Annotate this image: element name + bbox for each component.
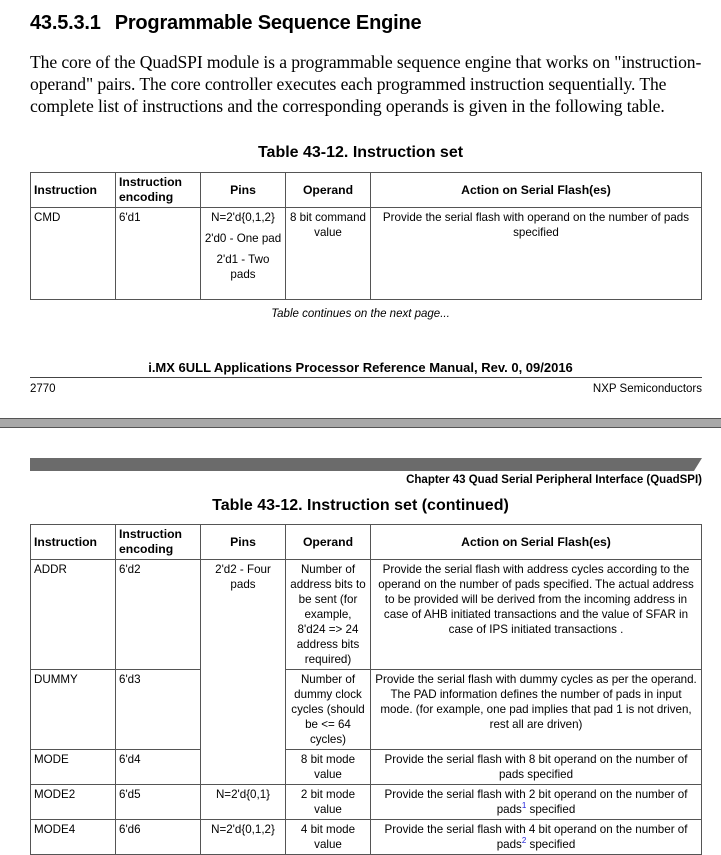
cell-instruction: ADDR [31, 560, 116, 670]
pins-line: N=2'd{0,1,2} [211, 211, 275, 224]
cell-action: Provide the serial flash with address cycles according to the operand on the number of pads specified. The actual address to be provided will be derived from the incoming address in case of AHB initiated transactions and the value of SFAR in case of IPS initiated transactions . [371, 560, 702, 670]
instruction-table [30, 172, 702, 300]
cell-instruction: MODE [31, 750, 116, 785]
cell-operand: 8 bit command value [286, 208, 371, 300]
chapter-bar [30, 458, 702, 471]
chapter-title: Chapter 43 Quad Serial Peripheral Interface (QuadSPI) [406, 474, 702, 486]
table-row [31, 750, 702, 785]
table-row [31, 670, 702, 750]
cell-encoding: 6'd3 [116, 670, 201, 750]
cell-instruction: MODE2 [31, 785, 116, 820]
footnote-link[interactable]: 2 [521, 836, 527, 846]
pins-line: 2'd1 - Two pads [216, 253, 270, 281]
action-text: specified [526, 838, 576, 851]
instruction-table-continued [30, 524, 702, 855]
footer-vendor: NXP Semiconductors [592, 383, 702, 395]
cell-action: Provide the serial flash with dummy cycles as per the operand. The PAD information defines the number of pads in input mode. (for example, one pad implies that pad 1 is not driven, rest all are driven) [371, 670, 702, 750]
section-heading [30, 12, 421, 35]
table-row [31, 560, 702, 670]
action-text: Provide the serial flash with 4 bit operand on the number of pads [384, 823, 688, 851]
header-instruction: Instruction [31, 173, 116, 208]
cell-encoding: 6'd4 [116, 750, 201, 785]
header-instruction: Instruction [31, 525, 116, 560]
header-operand: Operand [286, 525, 371, 560]
pins-line: 2'd0 - One pad [204, 232, 282, 245]
header-encoding: Instruction encoding [116, 173, 201, 208]
header-operand: Operand [286, 173, 371, 208]
cell-instruction: CMD [31, 208, 116, 300]
action-text: Provide the serial flash with 2 bit operand on the number of pads [384, 788, 688, 816]
cell-pins [201, 208, 286, 300]
footer-page-number: 2770 [30, 383, 56, 395]
cell-pins: N=2'd{0,1,2} [201, 820, 286, 855]
table-caption-continued: Table 43-12. Instruction set (continued) [212, 497, 509, 514]
cell-operand: Number of dummy clock cycles (should be <= 64 cycles) [286, 670, 371, 750]
cell-encoding: 6'd2 [116, 560, 201, 670]
cell-instruction: MODE4 [31, 820, 116, 855]
header-pins: Pins [201, 525, 286, 560]
footer-rule [30, 377, 702, 378]
section-title: Programmable Sequence Engine [114, 12, 422, 34]
table-row [31, 820, 702, 855]
table-header-row [31, 173, 702, 208]
footnote-link[interactable]: 1 [521, 801, 527, 811]
cell-operand: 2 bit mode value [286, 785, 371, 820]
header-pins: Pins [201, 173, 286, 208]
page-separator [0, 418, 721, 428]
cell-encoding: 6'd1 [116, 208, 201, 300]
header-encoding: Instruction encoding [116, 525, 201, 560]
header-action: Action on Serial Flash(es) [371, 525, 702, 560]
section-paragraph: The core of the QuadSPI module is a programmable sequence engine that works on "instruction-operand" pairs. The core controller executes each programmed instruction sequentially. The complete list of instructions and the corresponding operands is given in the following table. [30, 52, 702, 116]
cell-operand: 8 bit mode value [286, 750, 371, 785]
cell-action [371, 785, 702, 820]
cell-action: Provide the serial flash with operand on the number of pads specified [371, 208, 702, 300]
table-continues-note: Table continues on the next page... [271, 308, 450, 320]
header-action: Action on Serial Flash(es) [371, 173, 702, 208]
cell-operand: 4 bit mode value [286, 820, 371, 855]
table-caption: Table 43-12. Instruction set [257, 144, 464, 161]
action-text: specified [526, 803, 576, 816]
cell-encoding: 6'd5 [116, 785, 201, 820]
table-row [31, 785, 702, 820]
cell-action [371, 820, 702, 855]
cell-action: Provide the serial flash with 8 bit operand on the number of pads specified [371, 750, 702, 785]
table-header-row [31, 525, 702, 560]
cell-encoding: 6'd6 [116, 820, 201, 855]
cell-pins: 2'd2 - Four pads [201, 560, 286, 785]
cell-pins: N=2'd{0,1} [201, 785, 286, 820]
cell-operand: Number of address bits to be sent (for example, 8'd24 => 24 address bits required) [286, 560, 371, 670]
section-number: 43.5.3.1 [30, 12, 101, 34]
footer-manual-title: i.MX 6ULL Applications Processor Reference Manual, Rev. 0, 09/2016 [148, 360, 573, 375]
table-row [31, 208, 702, 300]
cell-instruction: DUMMY [31, 670, 116, 750]
